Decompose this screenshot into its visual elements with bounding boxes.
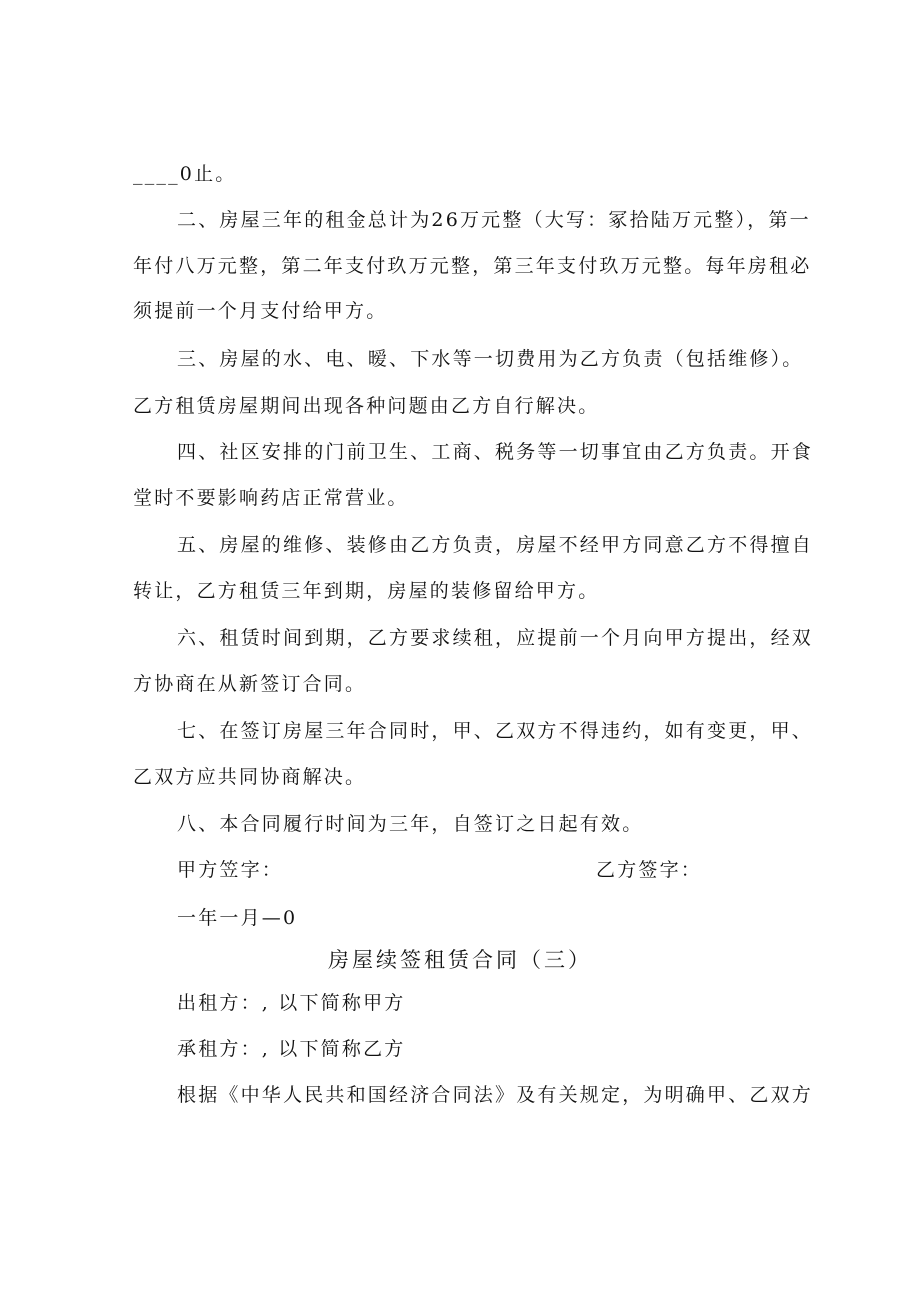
clause-six-line-2: 方协商在从新签订合同。 xyxy=(133,673,367,695)
lessee-line: 承租方：, 以下简称乙方 xyxy=(177,1038,406,1060)
clause-six-line-1: 六、租赁时间到期，乙方要求续租，应提前一个月向甲方提出，经双 xyxy=(177,627,814,649)
clause-two-line-3: 须提前一个月支付给甲方。 xyxy=(133,300,388,322)
party-a-signature-label: 甲方笠字： xyxy=(177,859,284,881)
clause-seven-line-2: 乙双方应共同协商解决。 xyxy=(133,766,367,788)
clause-three-line-1: 三、房屋的水、电、暧、下水等一切费用为乙方负责（包括维修）。 xyxy=(177,348,804,370)
clause-four-line-1: 四、社区安排的门前卫生、工商、税务等一切事宜由乙方负责。开食 xyxy=(177,441,814,463)
clause-four-line-2: 堂时不要影响药店正常营业。 xyxy=(133,487,409,509)
clause-five-line-1: 五、房屋的维修、装修由乙方负责，房屋不经甲方同意乙方不得擅自 xyxy=(177,534,814,556)
party-b-signature-label: 乙方签字： xyxy=(596,859,703,881)
clause-two-line-2: 年付八万元整，第二年支付玖万元整，第三年支付玖万元整。每年房租必 xyxy=(133,255,812,277)
document-title: 房屋续签租赁合同（三） xyxy=(328,948,592,972)
clause-seven-line-1: 七、在签订房屋三年合同时，甲、乙双方不得违约，如有变更，甲、 xyxy=(177,720,814,742)
text-line: ____0止。 xyxy=(133,163,237,185)
intro-line: 根据《中华人民共和国经济合同法》及有关规定，为明确甲、乙双方 xyxy=(177,1084,814,1106)
lessor-line: 出租方：, 以下简称甲方 xyxy=(177,992,406,1014)
clause-five-line-2: 转让，乙方租赁三年到期，房屋的装修留给甲方。 xyxy=(133,580,600,602)
clause-eight-line-1: 八、本合同履行时间为三年，自签订之日起有效。 xyxy=(177,813,644,835)
clause-two-line-1: 二、房屋三年的租金总计为26万元整（大写：冢拾陆万元整），第一 xyxy=(177,209,811,231)
clause-three-line-2: 乙方租赁房屋期间出现各种问题由乙方自行解决。 xyxy=(133,395,600,417)
date-line: 一年一月—0 xyxy=(177,907,298,929)
